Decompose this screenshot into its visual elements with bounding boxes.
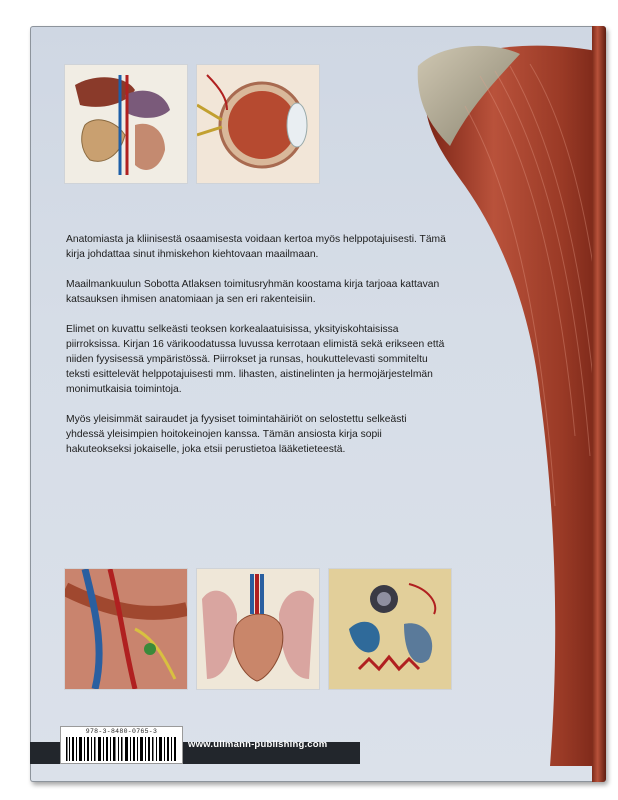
abdominal-organs-icon [65,65,187,183]
inner-ear-icon [329,569,451,689]
paragraph-intro: Anatomiasta ja kliinisestä osaamisesta voidaan kertoa myös helppotajuisesti. Tämä kirja johdattaa sinut ihmiskehon kiehtovaan maailmaan. [66,234,446,260]
thumbnail-inner-ear [328,568,452,690]
description-text [66,232,446,472]
paragraph-sobotta: Maailmankuulun Sobotta Atlaksen toimitusryhmän koostama kirja tarjoaa kattavan katsauksen ihmisen anatomiaan ja sen eri rakenteisiin. [66,279,440,305]
barcode-icon [66,737,177,761]
heart-lungs-icon [197,569,319,689]
thumbnail-neck-vessels [64,568,188,690]
publisher-url: www.ullmann-publishing.com [188,739,328,750]
thumbnail-heart-lungs [196,568,320,690]
neck-vessels-icon [65,569,187,689]
isbn-number: 978-3-8480-0765-3 [85,728,158,735]
thumbnail-abdominal-organs [64,64,188,184]
book-back-cover [30,26,606,782]
eye-cross-section-icon [197,65,319,183]
paragraph-organs: Elimet on kuvattu selkeästi teoksen korkealaatuisissa, yksityiskohtaisissa piirroksissa. Kirjan 16 värikoodatussa luvussa kerrotaan elimistä sekä erikseen että niiden fyysisessä ympäristössä. Piirrokset ja runsas, houkuttelevasti sommiteltu teksti esittelevät helppotajuisesti mm. lihasten, aistinelinten ja hermojärjestelmän monimutkaisia toimintoja. [66,324,445,395]
paragraph-diseases: Myös yleisimmät sairaudet ja fyysiset toimintahäiriöt on selostettu selkeästi yhdessä yleisimpien hoitokeinojen kanssa. Tämän ansiosta kirja sopii hakuteokseksi jokaiselle, joka etsii perustietoa lääketieteestä. [66,414,407,455]
barcode-box [60,726,183,764]
spine-edge [592,26,606,782]
thumbnail-eye [196,64,320,184]
